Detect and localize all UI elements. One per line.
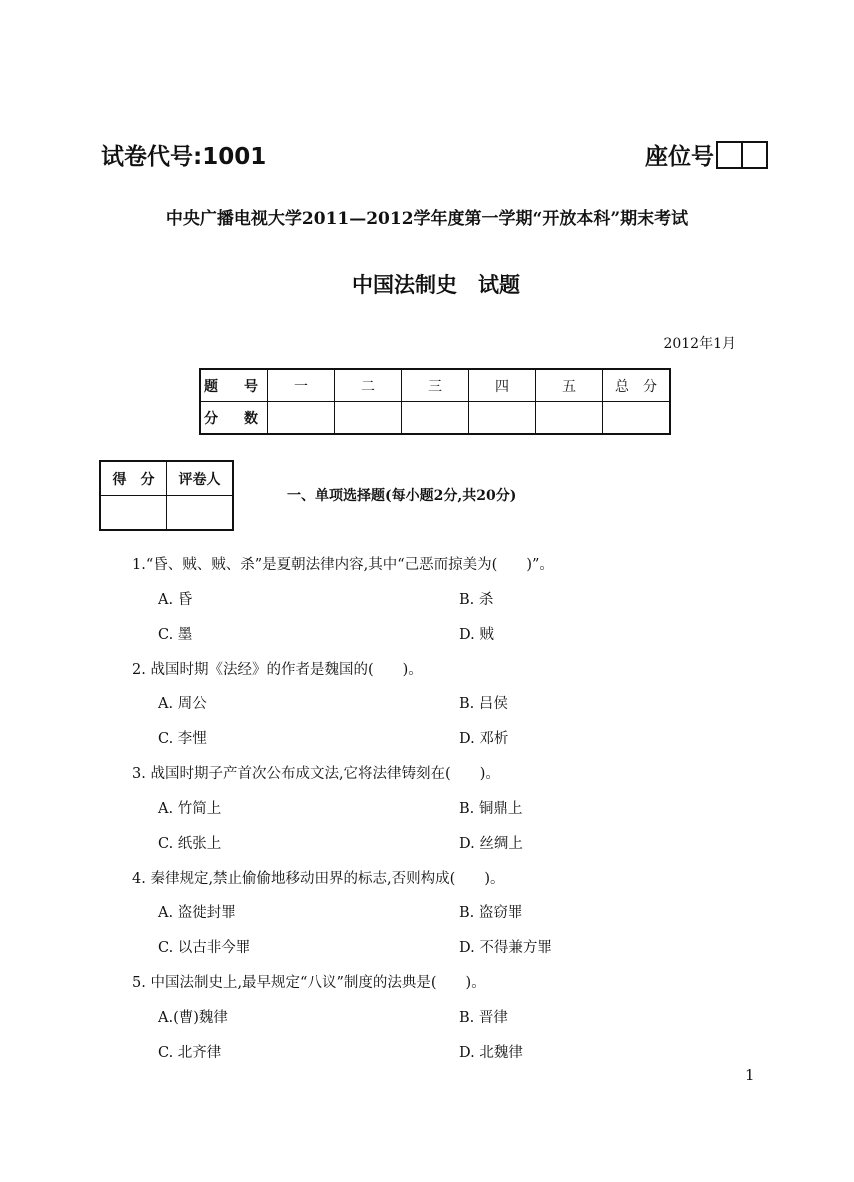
option-b: B. 吕侯 xyxy=(459,696,508,712)
grader-table-blank-row xyxy=(100,496,233,531)
option-a: A. 竹简上 xyxy=(158,801,222,817)
seat-box xyxy=(741,143,766,167)
option-a: A. 盗徙封罪 xyxy=(158,905,236,921)
exam-code: 试卷代号:1001 xyxy=(101,144,267,170)
score-cell xyxy=(335,402,402,435)
score-table-row-label: 题 号 xyxy=(200,369,268,402)
grader-score-label: 得 分 xyxy=(100,461,167,496)
exam-title: 中国法制史 试题 xyxy=(352,273,520,297)
seat-box xyxy=(718,143,741,167)
option-a: A.(曹)魏律 xyxy=(158,1010,228,1026)
seat-number xyxy=(645,138,768,171)
score-table-col: 总 分 xyxy=(603,369,671,402)
score-cell xyxy=(603,402,671,435)
score-table-score-row xyxy=(200,402,670,435)
score-cell xyxy=(536,402,603,435)
option-b: B. 铜鼎上 xyxy=(459,801,523,817)
score-table-col: 五 xyxy=(536,369,603,402)
score-table-header-row xyxy=(200,369,670,402)
question-text: 2. 战国时期《法经》的作者是魏国的( )。 xyxy=(132,662,423,678)
option-b: B. 杀 xyxy=(459,592,494,608)
question-text: 3. 战国时期子产首次公布成文法,它将法律铸刻在( )。 xyxy=(132,766,500,782)
exam-subtitle: 中央广播电视大学2011—2012学年度第一学期“开放本科”期末考试 xyxy=(165,209,689,229)
score-table-col: 四 xyxy=(469,369,536,402)
exam-date: 2012年1月 xyxy=(663,336,736,352)
score-table xyxy=(199,368,671,435)
grader-score-cell xyxy=(100,496,167,531)
grader-table-header-row xyxy=(100,461,233,496)
grader-name-label: 评卷人 xyxy=(167,461,234,496)
score-table-col: 三 xyxy=(402,369,469,402)
option-d: D. 邓析 xyxy=(459,731,509,747)
option-d: D. 北魏律 xyxy=(459,1045,523,1061)
option-c: C. 李悝 xyxy=(158,731,207,747)
option-b: B. 盗窃罪 xyxy=(459,905,523,921)
question-text: 1.“昏、贼、贼、杀”是夏朝法律内容,其中“己恶而掠美为( )”。 xyxy=(132,557,554,573)
question-text: 4. 秦律规定,禁止偷偷地移动田界的标志,否则构成( )。 xyxy=(132,871,505,887)
option-c: C. 北齐律 xyxy=(158,1045,222,1061)
seat-number-label: 座位号 xyxy=(645,144,714,170)
score-cell xyxy=(402,402,469,435)
seat-number-boxes xyxy=(716,141,768,169)
option-c: C. 墨 xyxy=(158,627,193,643)
option-d: D. 丝绸上 xyxy=(459,836,523,852)
question-text: 5. 中国法制史上,最早规定“八议”制度的法典是( )。 xyxy=(132,975,486,991)
score-cell xyxy=(268,402,335,435)
option-d: D. 不得兼方罪 xyxy=(459,940,552,956)
page-number: 1 xyxy=(745,1066,755,1084)
score-table-row-label: 分 数 xyxy=(200,402,268,435)
score-cell xyxy=(469,402,536,435)
option-d: D. 贼 xyxy=(459,627,494,643)
option-a: A. 周公 xyxy=(158,696,207,712)
option-a: A. 昏 xyxy=(158,592,193,608)
grader-name-cell xyxy=(167,496,234,531)
score-table-col: 二 xyxy=(335,369,402,402)
grader-table xyxy=(99,460,234,531)
option-b: B. 晋律 xyxy=(459,1010,508,1026)
option-c: C. 纸张上 xyxy=(158,836,222,852)
option-c: C. 以古非今罪 xyxy=(158,940,251,956)
section-title: 一、单项选择题(每小题2分,共20分) xyxy=(287,488,517,504)
score-table-col: 一 xyxy=(268,369,335,402)
